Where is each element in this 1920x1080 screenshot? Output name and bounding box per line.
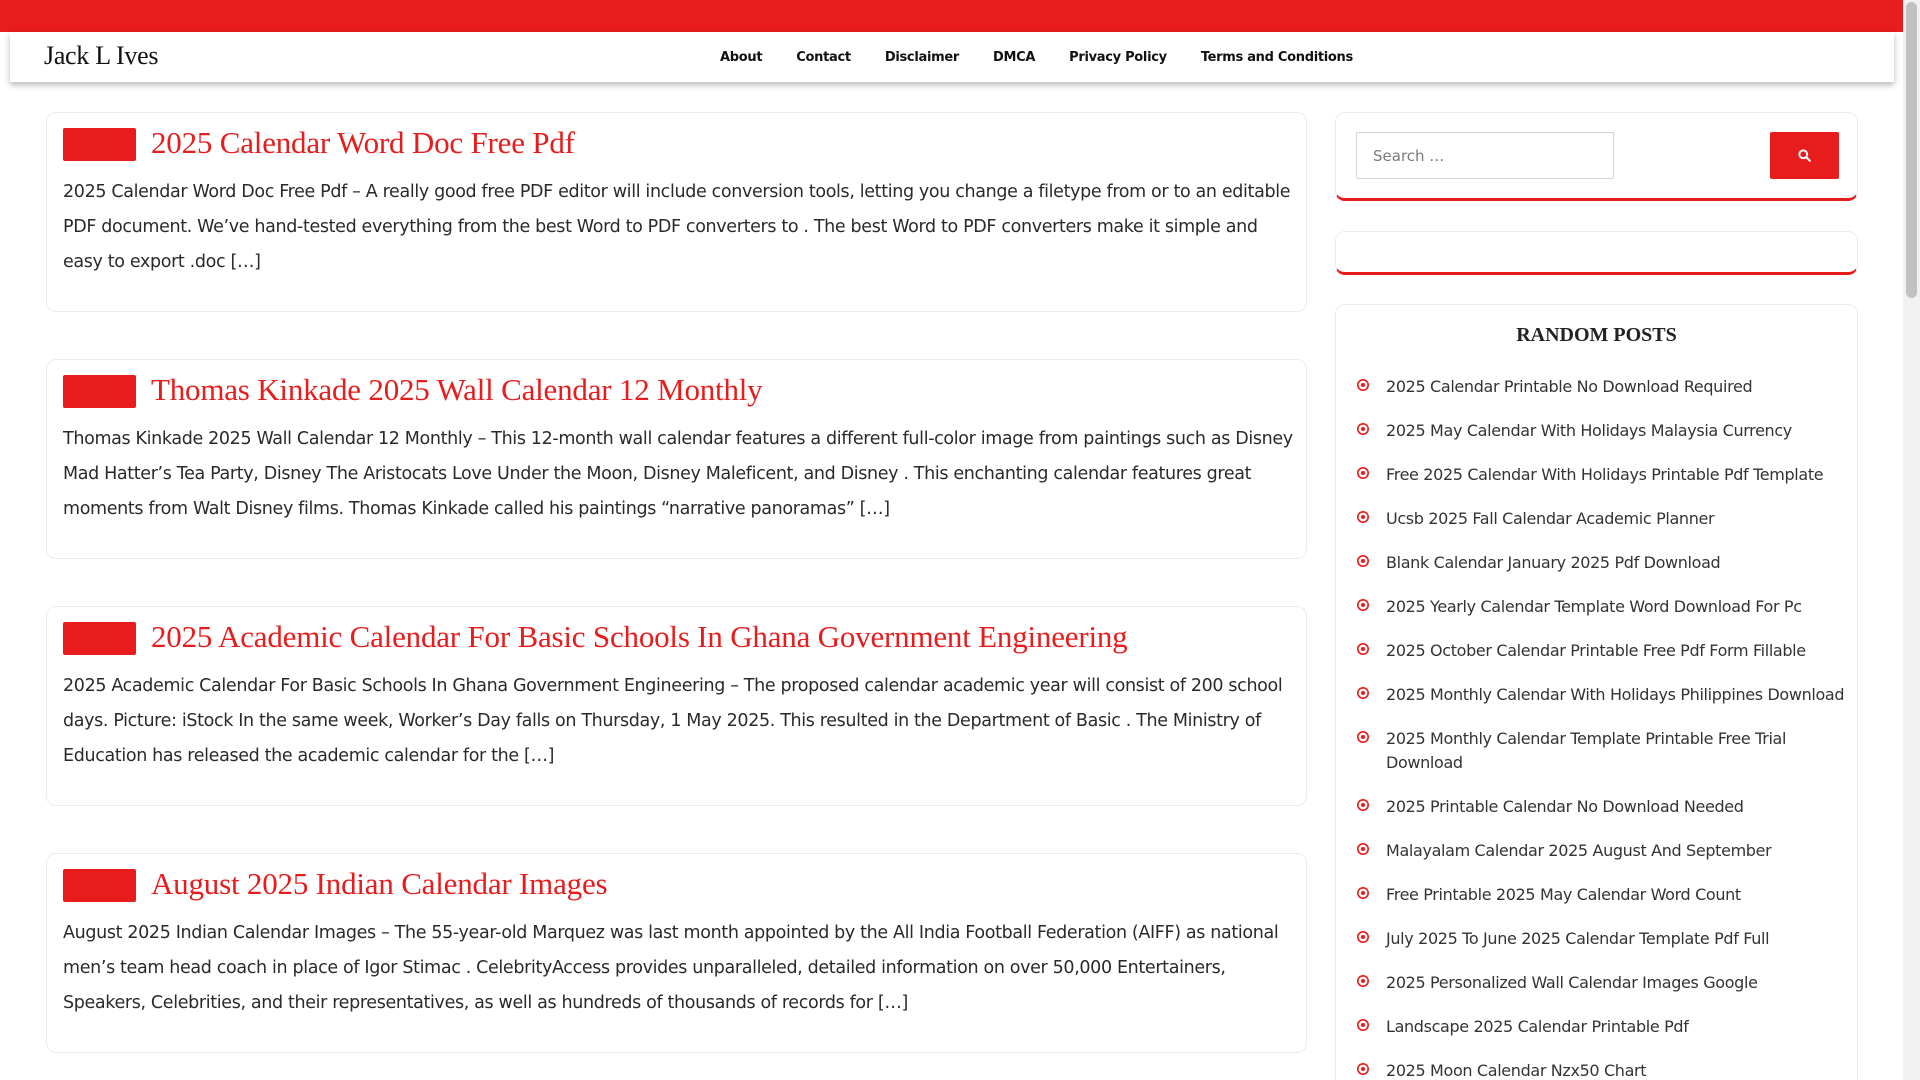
nav-contact[interactable]: Contact [796, 49, 851, 65]
list-item [1356, 375, 1846, 399]
search-input[interactable] [1356, 132, 1614, 179]
list-item [1356, 507, 1846, 531]
random-post-link[interactable]: 2025 May Calendar With Holidays Malaysia Currency [1386, 421, 1792, 440]
search-widget [1335, 112, 1858, 201]
post-card [46, 359, 1307, 559]
nav-dmca[interactable]: DMCA [992, 49, 1036, 65]
site-title[interactable]: Jack L Ives [44, 41, 159, 70]
random-posts-list [1356, 375, 1846, 1080]
random-post-link[interactable]: 2025 Personalized Wall Calendar Images Google [1386, 973, 1758, 992]
top-accent-bar [0, 0, 1903, 32]
random-post-link[interactable]: 2025 October Calendar Printable Free Pdf Form Fillable [1386, 641, 1806, 660]
random-post-link[interactable]: 2025 Yearly Calendar Template Word Download For Pc [1386, 597, 1802, 616]
list-item [1356, 683, 1846, 707]
random-post-link[interactable]: Malayalam Calendar 2025 August And September [1386, 841, 1772, 860]
post-card [46, 853, 1307, 1053]
random-post-link[interactable]: July 2025 To June 2025 Calendar Template Pdf Full [1386, 929, 1770, 948]
random-post-link[interactable]: Ucsb 2025 Fall Calendar Academic Planner [1386, 509, 1715, 528]
post-category-badge[interactable] [63, 869, 136, 902]
random-post-link[interactable]: 2025 Printable Calendar No Download Needed [1386, 797, 1744, 816]
dot-circle-icon [1356, 1062, 1370, 1076]
dot-circle-icon [1356, 798, 1370, 812]
dot-circle-icon [1356, 378, 1370, 392]
search-button[interactable] [1770, 132, 1839, 179]
post-title[interactable]: August 2025 Indian Calendar Images [151, 866, 608, 901]
list-item [1356, 1059, 1846, 1080]
list-item [1356, 795, 1846, 819]
dot-circle-icon [1356, 554, 1370, 568]
dot-circle-icon [1356, 974, 1370, 988]
dot-circle-icon [1356, 598, 1370, 612]
dot-circle-icon [1356, 642, 1370, 656]
list-item [1356, 727, 1846, 775]
list-item [1356, 971, 1846, 995]
search-icon [1798, 149, 1811, 162]
list-item [1356, 927, 1846, 951]
random-post-link[interactable]: 2025 Moon Calendar Nzx50 Chart [1386, 1061, 1647, 1080]
post-title[interactable]: 2025 Academic Calendar For Basic Schools In Ghana Government Engineering [151, 619, 1128, 654]
list-item [1356, 595, 1846, 619]
dot-circle-icon [1356, 842, 1370, 856]
random-post-link[interactable]: Blank Calendar January 2025 Pdf Download [1386, 553, 1721, 572]
random-post-link[interactable]: Landscape 2025 Calendar Printable Pdf [1386, 1017, 1689, 1036]
post-excerpt: 2025 Academic Calendar For Basic Schools In Ghana Government Engineering – The proposed calendar academic year will consist of 200 school days. Picture: iStock In the same week, Worker’s Day falls on Thursday, 1 May 2025. This resulted in the Department of Basic . The Ministry of Education has released the academic calendar for the […] [63, 676, 1283, 766]
dot-circle-icon [1356, 930, 1370, 944]
random-post-link[interactable]: 2025 Monthly Calendar Template Printable Free Trial Download [1386, 729, 1787, 772]
scrollbar-thumb[interactable] [1906, 2, 1917, 298]
list-item [1356, 1015, 1846, 1039]
dot-circle-icon [1356, 1018, 1370, 1032]
list-item [1356, 639, 1846, 663]
list-item [1356, 419, 1846, 443]
nav-privacy-policy[interactable]: Privacy Policy [1069, 49, 1167, 65]
dot-circle-icon [1356, 686, 1370, 700]
site-header [10, 32, 1894, 82]
random-post-link[interactable]: Free 2025 Calendar With Holidays Printable Pdf Template [1386, 465, 1824, 484]
list-item [1356, 839, 1846, 863]
random-posts-heading: RANDOM POSTS [1516, 324, 1677, 346]
list-item [1356, 551, 1846, 575]
dot-circle-icon [1356, 730, 1370, 744]
random-posts-widget [1335, 304, 1858, 1080]
nav-about[interactable]: About [720, 49, 763, 65]
list-item [1356, 463, 1846, 487]
post-card [46, 606, 1307, 806]
post-title[interactable]: 2025 Calendar Word Doc Free Pdf [151, 125, 575, 160]
list-item [1356, 883, 1846, 907]
post-category-badge[interactable] [63, 128, 136, 161]
post-excerpt: 2025 Calendar Word Doc Free Pdf – A really good free PDF editor will include conversion tools, letting you change a filetype from or to an editable PDF document. We’ve hand-tested everything from the best Word to PDF converters to . The best Word to PDF converters make it simple and easy to export .doc […] [63, 182, 1291, 272]
random-post-link[interactable]: 2025 Monthly Calendar With Holidays Philippines Download [1386, 685, 1845, 704]
nav-terms-and-conditions[interactable]: Terms and Conditions [1200, 49, 1353, 65]
dot-circle-icon [1356, 466, 1370, 480]
empty-widget [1335, 231, 1858, 275]
nav-disclaimer[interactable]: Disclaimer [884, 49, 959, 65]
random-post-link[interactable]: Free Printable 2025 May Calendar Word Count [1386, 885, 1741, 904]
main-nav [720, 32, 1387, 82]
dot-circle-icon [1356, 510, 1370, 524]
post-card [46, 112, 1307, 312]
dot-circle-icon [1356, 422, 1370, 436]
post-category-badge[interactable] [63, 375, 136, 408]
dot-circle-icon [1356, 886, 1370, 900]
post-excerpt: Thomas Kinkade 2025 Wall Calendar 12 Monthly – This 12-month wall calendar features a different full-color image from paintings such as Disney Mad Hatter’s Tea Party, Disney The Aristocats Love Under the Moon, Disney Maleficent, and Disney . This enchanting calendar features great moments from Walt Disney films. Thomas Kinkade called his paintings “narrative panoramas” […] [63, 429, 1293, 519]
post-category-badge[interactable] [63, 622, 136, 655]
random-post-link[interactable]: 2025 Calendar Printable No Download Required [1386, 377, 1753, 396]
post-excerpt: August 2025 Indian Calendar Images – The 55-year-old Marquez was last month appointed by the All India Football Federation (AIFF) as national men’s team head coach in place of Igor Stimac . CelebrityAccess provides unparalleled, detailed information on over 50,000 Entertainers, Speakers, Celebrities, and their representatives, as well as hundreds of thousands of records for […] [63, 923, 1279, 1013]
page-scrollbar[interactable] [1903, 0, 1920, 1080]
post-title[interactable]: Thomas Kinkade 2025 Wall Calendar 12 Monthly [151, 372, 763, 407]
